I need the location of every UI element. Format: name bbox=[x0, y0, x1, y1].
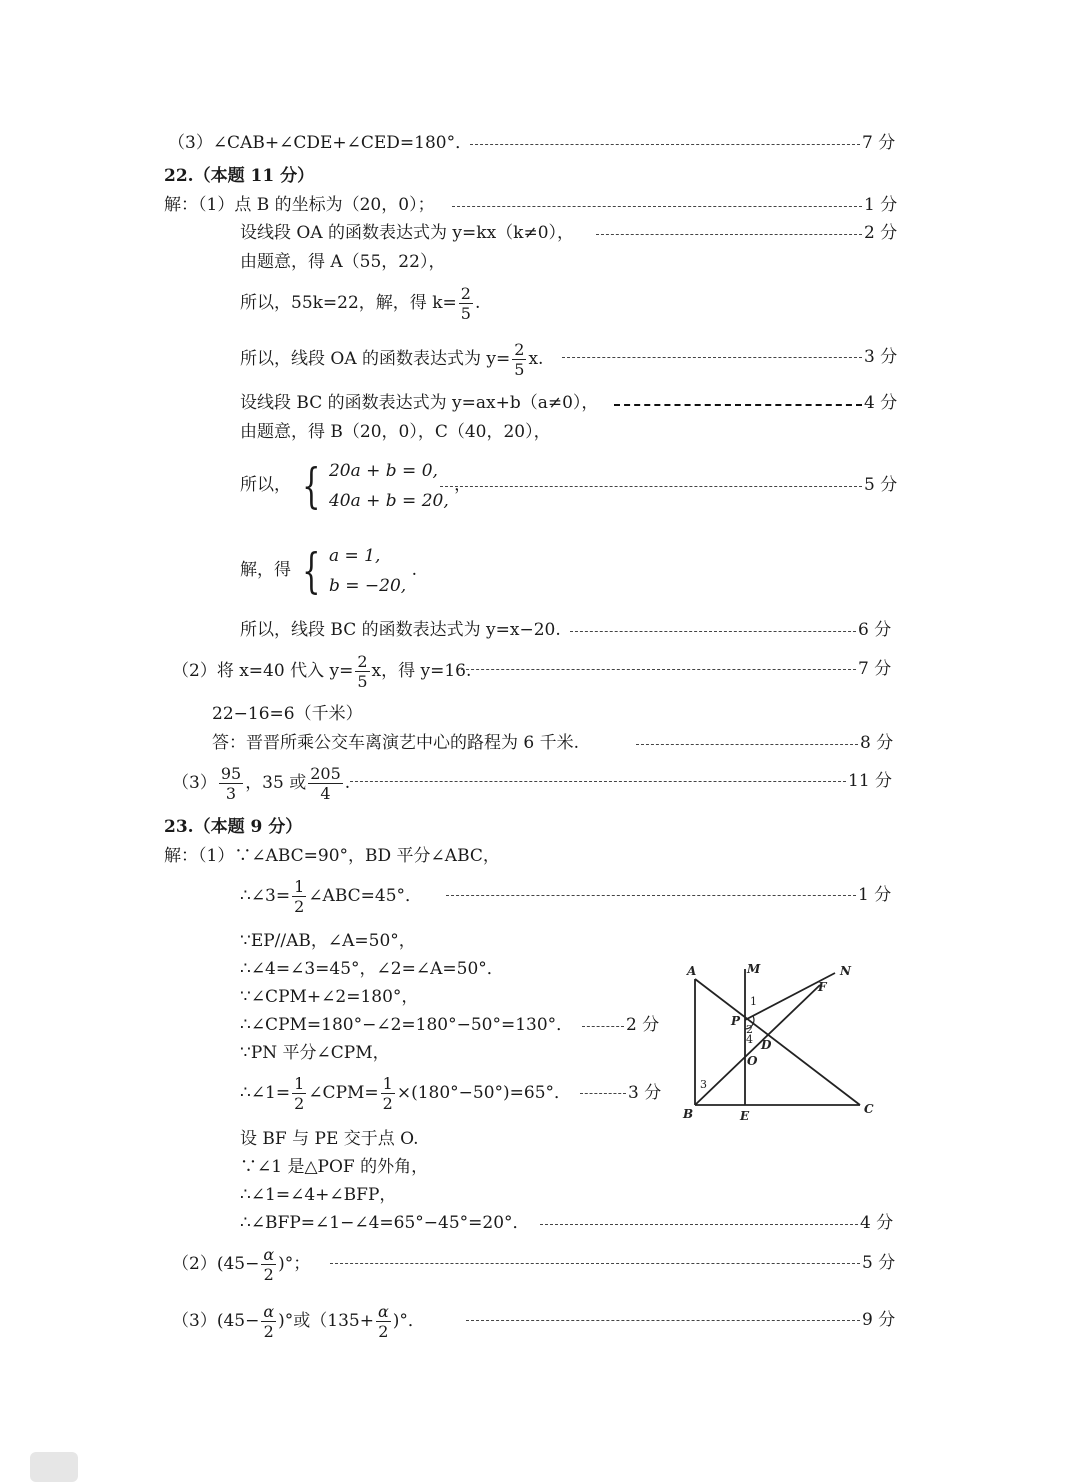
score-mark: 5 分 bbox=[864, 475, 898, 495]
label-e: E bbox=[740, 1109, 750, 1123]
score-mark: 9 分 bbox=[862, 1310, 896, 1330]
label-d: D bbox=[761, 1038, 772, 1052]
answer-23-1-step2: ∴∠3= $\frac{1}{2}$ ∠ABC=45°． bbox=[240, 877, 423, 916]
fraction: $\frac{95}{3}$ bbox=[220, 764, 242, 803]
answer-23-1-step6: ∴∠CPM=180°−∠2=180°−50°=130°． bbox=[240, 1015, 574, 1035]
score-mark: 11 分 bbox=[848, 771, 893, 791]
score-mark: 2 分 bbox=[626, 1015, 660, 1035]
answer-23-1-step7: ∵PN 平分∠CPM， bbox=[240, 1043, 390, 1063]
score-mark: 6 分 bbox=[858, 620, 892, 640]
score-leader bbox=[596, 234, 862, 235]
score-leader bbox=[636, 744, 858, 745]
question-23-heading: 23.（本题 9 分） bbox=[164, 817, 303, 837]
fraction: $\frac{1}{2}$ bbox=[294, 1074, 305, 1113]
score-mark: 4 分 bbox=[864, 393, 898, 413]
geometry-figure bbox=[670, 955, 890, 1130]
label-c: C bbox=[864, 1102, 874, 1116]
fraction: $\frac{\alpha}{2}$ bbox=[263, 1302, 275, 1341]
score-leader bbox=[452, 206, 862, 207]
answer-23-1-step10: ∵∠1 是△POF 的外角， bbox=[240, 1157, 429, 1177]
fraction: $\frac{\alpha}{2}$ bbox=[263, 1245, 275, 1284]
answer-23-1-step5: ∵∠CPM+∠2=180°， bbox=[240, 987, 419, 1007]
angle-label-1: 1 bbox=[750, 995, 757, 1008]
score-mark: 1 分 bbox=[858, 885, 892, 905]
label-m: M bbox=[747, 962, 761, 976]
angle-label-4: 4 bbox=[746, 1033, 753, 1046]
score-leader bbox=[350, 781, 846, 782]
label-f: F bbox=[818, 980, 827, 994]
score-leader bbox=[330, 1263, 860, 1264]
score-leader bbox=[466, 1320, 860, 1321]
score-leader bbox=[580, 1093, 626, 1094]
answer-23-1-step1: 解：（1）∵∠ABC=90°，BD 平分∠ABC， bbox=[164, 846, 500, 866]
score-mark: 2 分 bbox=[864, 223, 898, 243]
score-leader bbox=[470, 144, 860, 145]
answer-22-1-step3: 由题意，得 A（55，22）， bbox=[240, 252, 446, 272]
score-mark: 3 分 bbox=[628, 1083, 662, 1103]
answer-23-1-step4: ∴∠4=∠3=45°，∠2=∠A=50°． bbox=[240, 959, 504, 979]
score-mark: 8 分 bbox=[860, 733, 894, 753]
label-n: N bbox=[840, 964, 851, 978]
fraction: $\frac{2}{5}$ bbox=[514, 340, 525, 379]
answer-22-2-step2: 22−16=6（千米） bbox=[212, 704, 363, 724]
score-mark: 3 分 bbox=[864, 347, 898, 367]
answer-23-1-step3: ∵EP//AB，∠A=50°， bbox=[240, 931, 416, 951]
answer-23-1-step9: 设 BF 与 PE 交于点 O. bbox=[240, 1129, 419, 1149]
score-mark: 4 分 bbox=[860, 1213, 894, 1233]
answer-22-2-step1: （2）将 x=40 代入 y= $\frac{2}{5}$ x，得 y=16. bbox=[172, 652, 472, 691]
fraction: $\frac{2}{5}$ bbox=[460, 284, 471, 323]
score-leader bbox=[582, 1026, 624, 1027]
answer-22-2-step3: 答：晋晋所乘公交车离演艺中心的路程为 6 千米. bbox=[212, 733, 580, 753]
segment-ac bbox=[695, 979, 860, 1105]
answer-23-1-step8: ∴∠1= $\frac{1}{2}$ ∠CPM= $\frac{1}{2}$ ×(180°−50°)=65°． bbox=[240, 1074, 572, 1113]
question-22-heading: 22.（本题 11 分） bbox=[164, 166, 315, 186]
answer-21-3: （3）∠CAB+∠CDE+∠CED=180°． bbox=[168, 133, 473, 153]
label-b: B bbox=[683, 1107, 694, 1121]
angle-label-3: 3 bbox=[700, 1078, 707, 1091]
equation-system: { a = 1, b = −20, bbox=[302, 542, 407, 599]
answer-23-1-step12: ∴∠BFP=∠1−∠4=65°−45°=20°． bbox=[240, 1213, 530, 1233]
answer-22-1-step5: 所以，线段 OA 的函数表达式为 y= $\frac{2}{5}$ x. bbox=[240, 340, 544, 379]
answer-22-1-step10: 所以，线段 BC 的函数表达式为 y=x−20. bbox=[240, 620, 561, 640]
fraction: $\frac{1}{2}$ bbox=[382, 1074, 393, 1113]
score-mark: 5 分 bbox=[862, 1253, 896, 1273]
label-a: A bbox=[687, 964, 697, 978]
answer-22-1-step6: 设线段 BC 的函数表达式为 y=ax+b（a≠0）， bbox=[240, 393, 599, 413]
answer-22-1-step2: 设线段 OA 的函数表达式为 y=kx（k≠0）， bbox=[240, 223, 575, 243]
score-leader bbox=[540, 1224, 858, 1225]
answer-23-2: （2）(45− $\frac{\alpha}{2}$ )°； bbox=[172, 1245, 311, 1284]
answer-22-1-step4: 所以，55k=22，解，得 k= $\frac{2}{5}$ . bbox=[240, 284, 481, 323]
score-leader bbox=[446, 895, 856, 896]
equation-system: { 20a + b = 0, 40a + b = 20, bbox=[302, 457, 449, 514]
fraction: $\frac{1}{2}$ bbox=[294, 877, 305, 916]
label-o: O bbox=[747, 1054, 758, 1068]
score-leader bbox=[562, 357, 862, 358]
score-leader bbox=[614, 404, 862, 406]
page-tab bbox=[30, 1452, 78, 1482]
answer-22-1-step7: 由题意，得 B（20，0），C（40，20）， bbox=[240, 422, 551, 442]
score-leader bbox=[456, 669, 856, 670]
label-p: P bbox=[731, 1014, 741, 1028]
score-mark: 7 分 bbox=[862, 133, 896, 153]
score-leader bbox=[570, 631, 856, 632]
answer-23-3: （3）(45− $\frac{\alpha}{2}$ )°或（135+ $\frac{\alpha}{2}$ )°． bbox=[172, 1302, 425, 1341]
fraction: $\frac{205}{4}$ bbox=[310, 764, 341, 803]
answer-22-1-step9: 解，得 { a = 1, b = −20, . bbox=[240, 542, 417, 599]
score-mark: 1 分 bbox=[864, 195, 898, 215]
score-mark: 7 分 bbox=[858, 659, 892, 679]
segment-bf bbox=[695, 985, 820, 1105]
angle-label-2: 2 bbox=[746, 1023, 753, 1036]
score-leader bbox=[440, 486, 862, 487]
answer-22-1-step8: 所以， { 20a + b = 0, 40a + b = 20, ， bbox=[240, 457, 472, 514]
fraction: $\frac{\alpha}{2}$ bbox=[377, 1302, 389, 1341]
answer-22-1-step1: 解：（1）点 B 的坐标为（20，0）； bbox=[164, 195, 435, 215]
answer-23-1-step11: ∴∠1=∠4+∠BFP， bbox=[240, 1185, 397, 1205]
fraction: $\frac{2}{5}$ bbox=[357, 652, 368, 691]
answer-22-3: （3） $\frac{95}{3}$ ，35 或 $\frac{205}{4}$ . bbox=[172, 764, 351, 803]
